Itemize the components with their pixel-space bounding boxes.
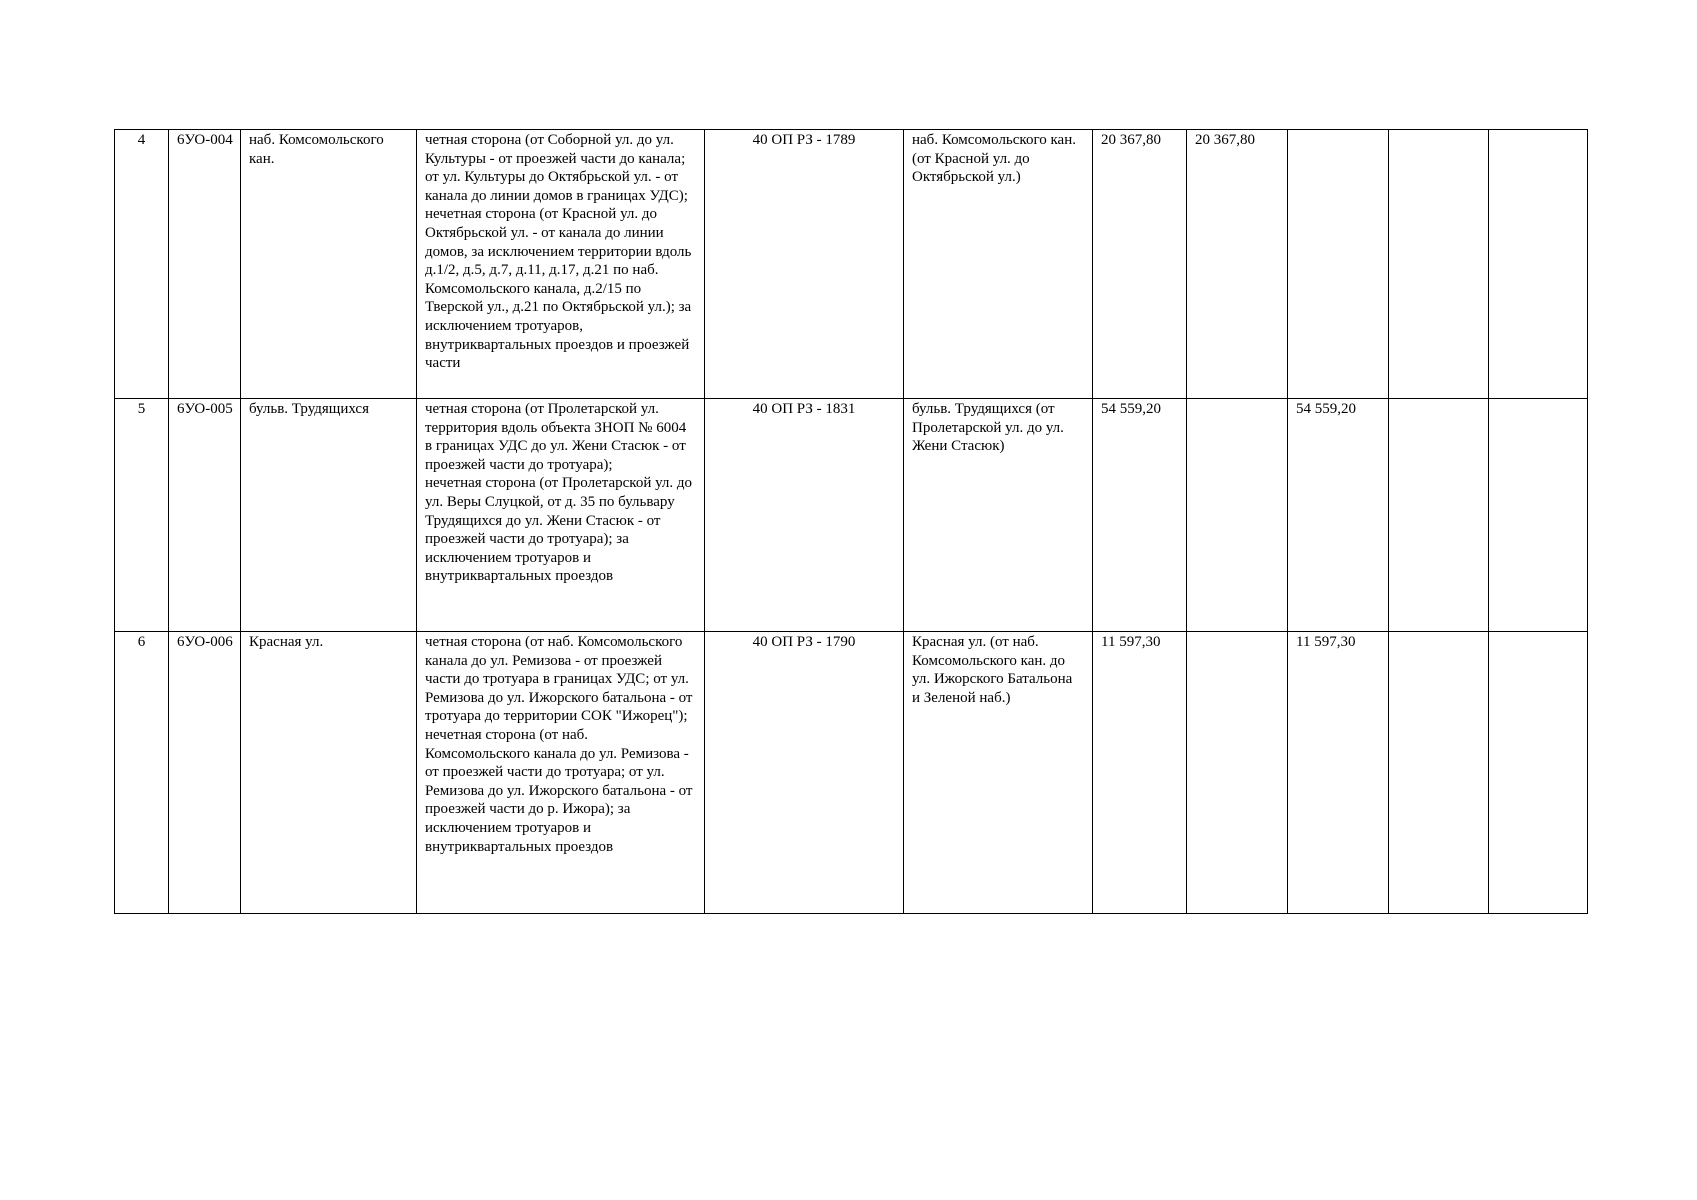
description-odd-side: нечетная сторона (от наб. Комсомольского канала до ул. Ремизова - от проезжей части до тротуара; от ул. Ремизова до ул. Ижорского батальона - от проезжей части до р. Ижора); за исключением тротуаров и внутриквартальных проездов [425, 726, 693, 855]
area-value-1: 20 367,80 [1093, 130, 1187, 399]
row-number: 4 [115, 130, 169, 399]
area-value-5 [1489, 130, 1588, 399]
table-row [115, 130, 1588, 399]
area-value-2: 20 367,80 [1187, 130, 1288, 399]
area-value-5 [1489, 632, 1588, 914]
area-value-3: 11 597,30 [1288, 632, 1389, 914]
row-number: 5 [115, 399, 169, 632]
area-description [417, 130, 705, 399]
row-number: 6 [115, 632, 169, 914]
street-name: бульв. Трудящихся [241, 399, 417, 632]
area-value-3 [1288, 130, 1389, 399]
area-value-3: 54 559,20 [1288, 399, 1389, 632]
description-odd-side: нечетная сторона (от Красной ул. до Октябрьской ул. - от канала до линии домов, за исключением территории вдоль д.1/2, д.5, д.7, д.11, д.17, д.21 по наб. Комсомольского канала, д.2/15 по Тверской ул., д.21 по Октябрьской ул.); за исключением тротуаров, внутриквартальных проездов и проезжей части [425, 206, 692, 372]
area-value-4 [1389, 399, 1489, 632]
object-code: 6УО-005 [169, 399, 241, 632]
table-row [115, 632, 1588, 914]
road-id: 40 ОП РЗ - 1790 [705, 632, 904, 914]
area-description [417, 632, 705, 914]
registry-table [114, 129, 1588, 914]
description-even-side: четная сторона (от Соборной ул. до ул. Культуры - от проезжей части до канала; от ул. Культуры до Октябрьской ул. - от канала до линии домов в границах УДС); [425, 132, 688, 204]
description-even-side: четная сторона (от наб. Комсомольского канала до ул. Ремизова - от проезжей части до тротуара в границах УДС; от ул. Ремизова до ул. Ижорского батальона - от тротуара до территории СОК "Ижорец"); [425, 634, 693, 725]
object-code: 6УО-004 [169, 130, 241, 399]
road-id: 40 ОП РЗ - 1789 [705, 130, 904, 399]
area-value-4 [1389, 130, 1489, 399]
area-value-2 [1187, 632, 1288, 914]
street-name: наб. Комсомольского кан. [241, 130, 417, 399]
description-even-side: четная сторона (от Пролетарской ул. территория вдоль объекта ЗНОП № 6004 в границах УДС до ул. Жени Стасюк - от проезжей части до тротуара); [425, 401, 687, 473]
area-description [417, 399, 705, 632]
area-value-5 [1489, 399, 1588, 632]
road-id: 40 ОП РЗ - 1831 [705, 399, 904, 632]
description-odd-side: нечетная сторона (от Пролетарской ул. до ул. Веры Слуцкой, от д. 35 по бульвару Трудящихся до ул. Жени Стасюк - от проезжей части до тротуара); за исключением тротуаров и внутриквартальных проездов [425, 475, 693, 585]
area-value-4 [1389, 632, 1489, 914]
road-section: наб. Комсомольского кан. (от Красной ул. до Октябрьской ул.) [904, 130, 1093, 399]
road-section: бульв. Трудящихся (от Пролетарской ул. до ул. Жени Стасюк) [904, 399, 1093, 632]
object-code: 6УО-006 [169, 632, 241, 914]
table-row [115, 399, 1588, 632]
area-value-1: 11 597,30 [1093, 632, 1187, 914]
street-name: Красная ул. [241, 632, 417, 914]
area-value-2 [1187, 399, 1288, 632]
road-section: Красная ул. (от наб. Комсомольского кан. до ул. Ижорского Батальона и Зеленой наб.) [904, 632, 1093, 914]
area-value-1: 54 559,20 [1093, 399, 1187, 632]
